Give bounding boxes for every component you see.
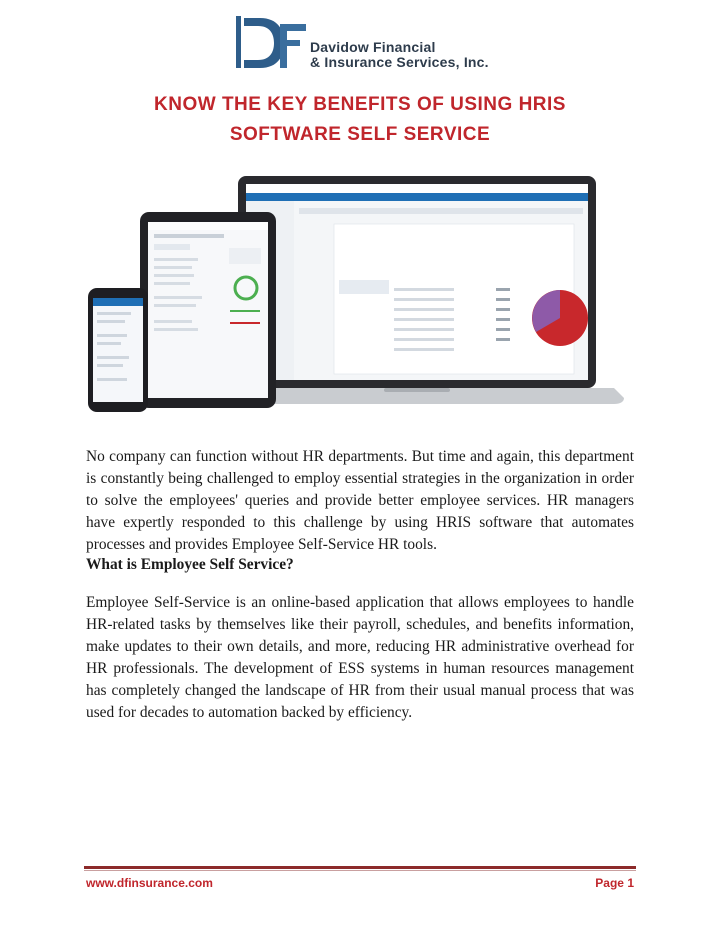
company-logo <box>234 14 524 74</box>
tablet-device <box>140 212 276 408</box>
footer-website-link[interactable]: www.dfinsurance.com <box>86 876 213 890</box>
ess-paragraph: Employee Self-Service is an online-based application that allows employees to handle HR-related tasks by themselves like their payroll, schedules, and benefits information, make updates to their own details, and more, reducing HR administrative overhead for HR professionals. The development of ESS systems in human resources management has completely changed the landscape of HR from their usual manual process that was used for decades to automation backed by efficiency. <box>86 594 634 721</box>
logo-line-2: & Insurance Services, Inc. <box>310 54 489 70</box>
footer-page-number: Page 1 <box>595 876 634 890</box>
title-line-1: KNOW THE KEY BENEFITS OF USING HRIS <box>154 94 566 115</box>
page-title <box>60 90 660 150</box>
footer-divider <box>84 866 636 869</box>
logo-line-1: Davidow Financial <box>310 39 436 55</box>
devices-illustration <box>84 172 640 414</box>
df-logo-mark-icon <box>234 14 308 72</box>
section-heading: What is Employee Self Service? <box>86 556 294 573</box>
logo-wordmark <box>310 40 489 70</box>
phone-device <box>88 288 148 412</box>
title-line-2: SOFTWARE SELF SERVICE <box>229 124 491 145</box>
intro-paragraph: No company can function without HR departments. But time and again, this department is constantly being challenged to employ essential strategies in the organization in order to solve the employees' queries and provide better employee services. HR managers have expertly responded to this challenge by using HRIS software that automates processes and provides Employee Self-Service HR tools. <box>86 448 634 553</box>
footer-divider-thin <box>84 870 636 871</box>
